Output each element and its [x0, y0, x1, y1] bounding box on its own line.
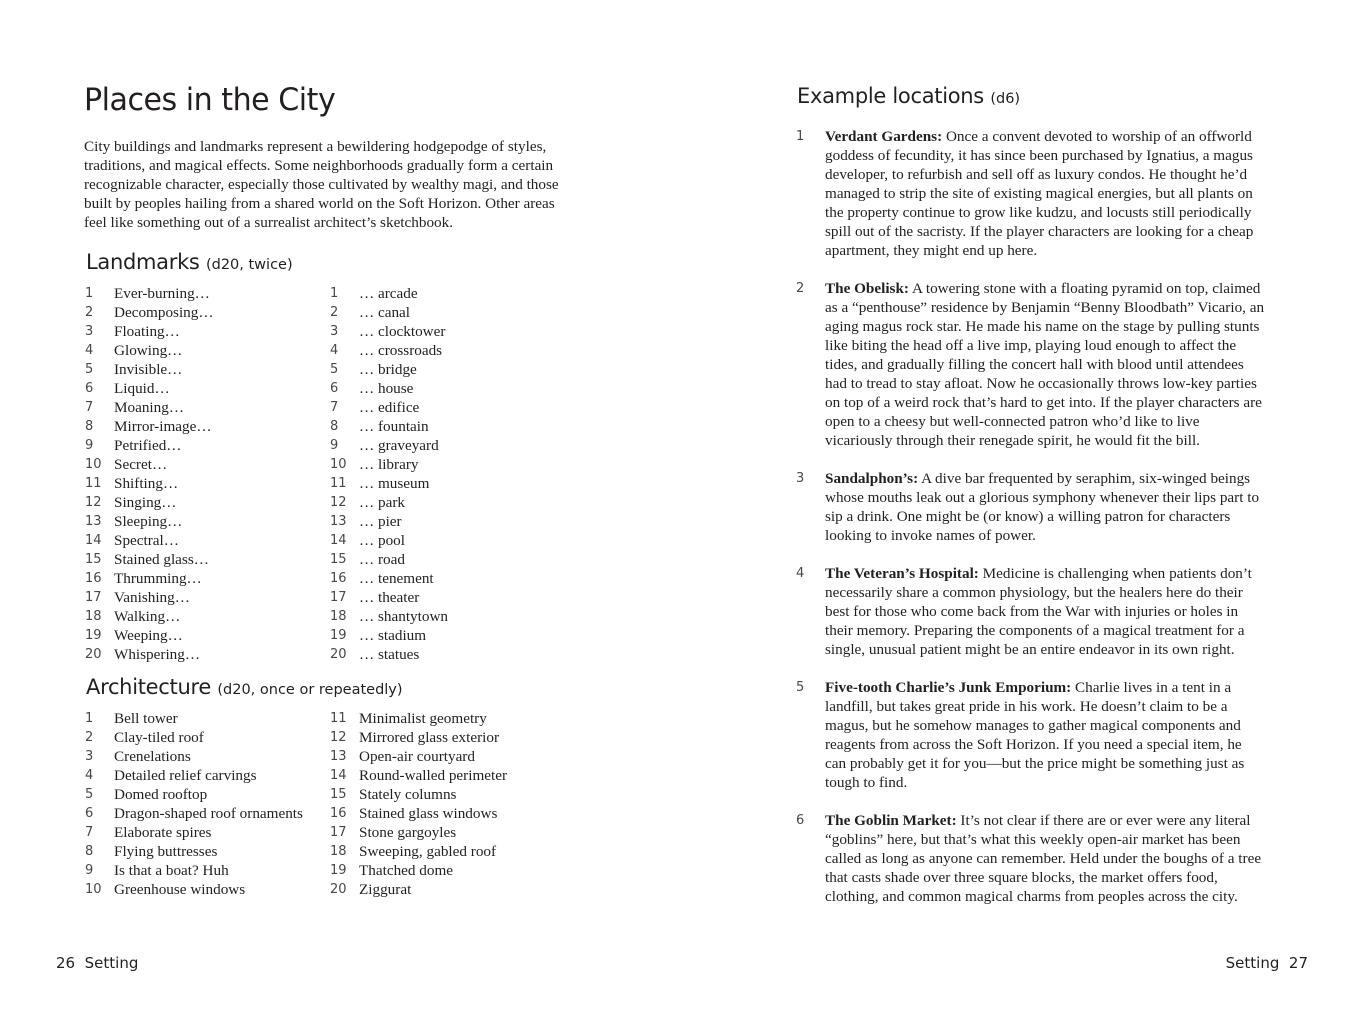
- roll-number: 14: [85, 533, 102, 548]
- roll-result: … shantytown: [359, 608, 449, 625]
- roll-result: … pier: [359, 513, 402, 530]
- roll-number: 5: [85, 362, 94, 377]
- roll-number: 17: [330, 825, 347, 840]
- roll-number: 16: [85, 571, 102, 586]
- roll-result: Dragon-shaped roof ornaments: [114, 805, 303, 822]
- roll-result: Floating…: [114, 323, 180, 340]
- roll-number: 4: [85, 768, 94, 783]
- roll-number: 8: [85, 419, 94, 434]
- roll-number: 15: [330, 787, 347, 802]
- roll-number: 19: [85, 628, 102, 643]
- roll-number: 1: [330, 286, 339, 301]
- roll-number: 2: [330, 305, 339, 320]
- roll-result: … library: [359, 456, 419, 473]
- roll-result: Ziggurat: [359, 881, 412, 898]
- roll-result: … canal: [359, 304, 411, 321]
- roll-result: Decomposing…: [114, 304, 214, 321]
- roll-number: 9: [85, 863, 94, 878]
- roll-number: 7: [330, 400, 339, 415]
- roll-number: 13: [85, 514, 102, 529]
- roll-number: 6: [330, 381, 339, 396]
- roll-result: … pool: [359, 532, 405, 549]
- page-title: Places in the City: [84, 82, 336, 118]
- roll-number: 10: [85, 457, 102, 472]
- roll-number: 16: [330, 806, 347, 821]
- example-locations-heading-sub: (d6): [990, 91, 1021, 107]
- roll-number: 20: [85, 647, 102, 662]
- roll-result: … theater: [359, 589, 420, 606]
- roll-result: … edifice: [359, 399, 420, 416]
- location-entry: [796, 678, 1266, 792]
- roll-number: 8: [85, 844, 94, 859]
- roll-number: 7: [85, 400, 94, 415]
- roll-number: 18: [330, 609, 347, 624]
- location-description: A towering stone with a floating pyramid on top, claimed as a “penthouse” residence by Benjamin “Benny Bloodbath” Vicario, an aging magus rock star. He made his name on the stage by pulling stunts like biting the head off a live imp, playing loud enough to affect the tides, and gradually filling the concert hall with blood until attendees had to tread to stay afloat. Now he occasionally throws low-key parties on top of a weird rock that’s hard to get into. If the player characters are open to a cheesy but well-connected patron who’d like to live vicariously through their renegade spirit, he would fit the bill.: [825, 280, 1265, 449]
- roll-number: 18: [85, 609, 102, 624]
- roll-result: Mirrored glass exterior: [359, 729, 500, 746]
- roll-result: Domed rooftop: [114, 786, 208, 803]
- roll-number: 6: [85, 806, 94, 821]
- location-description: Once a convent devoted to worship of an offworld goddess of fecundity, it has since been purchased by Ignatius, a magus developer, to refurbish and sell off as luxury condos. He thought he’d managed to strip the site of existing magical energies, but all plants on the property continue to grow like kudzu, and locusts still periodically spill out of the sacristy. If the player characters are looking for a cheap apartment, they might end up here.: [825, 128, 1254, 259]
- example-locations-heading: Example locations (d6): [797, 84, 1021, 108]
- roll-result: Thrumming…: [114, 570, 202, 587]
- location-entry: [796, 127, 1266, 260]
- roll-number: 14: [330, 768, 347, 783]
- roll-result: … house: [359, 380, 414, 397]
- roll-number: 16: [330, 571, 347, 586]
- roll-number: 17: [85, 590, 102, 605]
- roll-number: 12: [330, 495, 347, 510]
- roll-number: 3: [85, 749, 94, 764]
- roll-result: Stone gargoyles: [359, 824, 457, 841]
- roll-number: 8: [330, 419, 339, 434]
- location-entry: [796, 811, 1266, 906]
- location-name: Verdant Gardens:: [825, 128, 943, 145]
- roll-number: 6: [85, 381, 94, 396]
- roll-number: 10: [330, 457, 347, 472]
- roll-number: 9: [85, 438, 94, 453]
- roll-result: Whispering…: [114, 646, 201, 663]
- roll-number: 11: [330, 711, 347, 726]
- location-number: 6: [796, 813, 805, 828]
- roll-result: Invisible…: [114, 361, 183, 378]
- roll-result: Glowing…: [114, 342, 183, 359]
- roll-result: Walking…: [114, 608, 181, 625]
- roll-number: 12: [85, 495, 102, 510]
- roll-result: Crenelations: [114, 748, 191, 765]
- location-description: Medicine is challenging when patients don’t necessarily share a common physiology, but the healers here do their best for those who come back from the War with injuries or holes in their memory. Preparing the components of a magical treatment for a single, unusual patient might be an entire endeavor in its own right.: [825, 565, 1252, 658]
- roll-number: 13: [330, 514, 347, 529]
- page-number: 26: [56, 954, 76, 972]
- architecture-heading: Architecture (d20, once or repeatedly): [86, 675, 403, 699]
- roll-result: Detailed relief carvings: [114, 767, 257, 784]
- location-description: A dive bar frequented by seraphim, six-winged beings whose mouths leak out a glorious symphony whenever their lips part to sip a drink. One might be (or know) a willing patron for characters looking to invoke names of power.: [825, 470, 1260, 544]
- location-number: 1: [796, 129, 805, 144]
- location-name: Five-tooth Charlie’s Junk Emporium:: [825, 679, 1072, 696]
- roll-number: 1: [85, 286, 94, 301]
- page-number: 27: [1288, 954, 1308, 972]
- roll-number: 9: [330, 438, 339, 453]
- roll-result: … road: [359, 551, 405, 568]
- roll-result: … bridge: [359, 361, 417, 378]
- roll-result: Sleeping…: [114, 513, 183, 530]
- roll-result: … fountain: [359, 418, 429, 435]
- roll-result: … park: [359, 494, 405, 511]
- roll-result: Open-air courtyard: [359, 748, 475, 765]
- location-number: 2: [796, 281, 805, 296]
- roll-number: 14: [330, 533, 347, 548]
- roll-number: 19: [330, 863, 347, 878]
- roll-number: 1: [85, 711, 94, 726]
- roll-number: 3: [330, 324, 339, 339]
- roll-result: … graveyard: [359, 437, 439, 454]
- roll-result: Liquid…: [114, 380, 170, 397]
- roll-result: Stained glass windows: [359, 805, 498, 822]
- roll-number: 11: [85, 476, 102, 491]
- location-entry: [796, 564, 1266, 659]
- roll-result: … tenement: [359, 570, 434, 587]
- roll-number: 19: [330, 628, 347, 643]
- location-description: It’s not clear if there are or ever were any literal “goblins” here, but that’s what this weekly open-air market has been called as long as anyone can remember. Held under the boughs of a tree that casts shade over three square blocks, the market offers food, clothing, and common magical charms from peoples across the city.: [825, 812, 1262, 905]
- roll-number: 3: [85, 324, 94, 339]
- roll-result: Thatched dome: [359, 862, 454, 879]
- roll-number: 2: [85, 730, 94, 745]
- roll-number: 15: [330, 552, 347, 567]
- roll-result: Mirror-image…: [114, 418, 212, 435]
- roll-number: 4: [85, 343, 94, 358]
- roll-result: … statues: [359, 646, 420, 663]
- roll-result: Flying buttresses: [114, 843, 218, 860]
- roll-result: Spectral…: [114, 532, 179, 549]
- landmarks-heading-sub: (d20, twice): [205, 257, 293, 273]
- roll-result: Petrified…: [114, 437, 182, 454]
- roll-result: Greenhouse windows: [114, 881, 246, 898]
- left-page: [0, 0, 682, 1024]
- roll-number: 11: [330, 476, 347, 491]
- roll-result: Shifting…: [114, 475, 179, 492]
- roll-number: 5: [330, 362, 339, 377]
- roll-result: Singing…: [114, 494, 177, 511]
- section-name: Setting: [1225, 954, 1280, 972]
- roll-result: Is that a boat? Huh: [114, 862, 229, 879]
- location-name: The Goblin Market:: [825, 812, 957, 829]
- roll-result: Bell tower: [114, 710, 178, 727]
- landmarks-heading: Landmarks (d20, twice): [86, 250, 293, 274]
- roll-number: 2: [85, 305, 94, 320]
- roll-result: … stadium: [359, 627, 427, 644]
- roll-number: 15: [85, 552, 102, 567]
- roll-number: 17: [330, 590, 347, 605]
- roll-result: … arcade: [359, 285, 418, 302]
- page-folio-right: [1226, 954, 1308, 972]
- location-description: Charlie lives in a tent in a landfill, but takes great pride in his work. He doesn’t claim to be a magus, but he somehow manages to gather magical components and reagents from across the Soft Horizon. If you need a special item, he can probably get it for you—but the price might be something just as tough to find.: [825, 679, 1245, 791]
- location-number: 3: [796, 471, 805, 486]
- location-entry: [796, 469, 1266, 545]
- architecture-heading-sub: (d20, once or repeatedly): [217, 682, 403, 698]
- roll-number: 10: [85, 882, 102, 897]
- location-number: 4: [796, 566, 805, 581]
- roll-result: Weeping…: [114, 627, 183, 644]
- page-folio-left: [56, 954, 138, 972]
- roll-result: Stained glass…: [114, 551, 209, 568]
- location-number: 5: [796, 680, 805, 695]
- locations-list: [796, 127, 1266, 925]
- roll-result: Stately columns: [359, 786, 457, 803]
- roll-result: Round-walled perimeter: [359, 767, 508, 784]
- roll-result: Vanishing…: [114, 589, 190, 606]
- roll-number: 5: [85, 787, 94, 802]
- roll-number: 13: [330, 749, 347, 764]
- roll-result: … museum: [359, 475, 430, 492]
- roll-result: Clay-tiled roof: [114, 729, 204, 746]
- roll-result: Secret…: [114, 456, 168, 473]
- roll-number: 20: [330, 647, 347, 662]
- roll-result: … clocktower: [359, 323, 446, 340]
- roll-result: Elaborate spires: [114, 824, 212, 841]
- location-name: Sandalphon’s:: [825, 470, 919, 487]
- roll-result: Moaning…: [114, 399, 185, 416]
- roll-result: … crossroads: [359, 342, 443, 359]
- right-page: [683, 0, 1365, 1024]
- location-entry: [796, 279, 1266, 450]
- location-name: The Veteran’s Hospital:: [825, 565, 979, 582]
- roll-number: 18: [330, 844, 347, 859]
- section-name: Setting: [84, 954, 139, 972]
- roll-number: 12: [330, 730, 347, 745]
- roll-number: 20: [330, 882, 347, 897]
- roll-number: 4: [330, 343, 339, 358]
- location-name: The Obelisk:: [825, 280, 909, 297]
- roll-result: Sweeping, gabled roof: [359, 843, 497, 860]
- roll-result: Ever-burning…: [114, 285, 210, 302]
- roll-number: 7: [85, 825, 94, 840]
- roll-result: Minimalist geometry: [359, 710, 487, 727]
- intro-paragraph: City buildings and landmarks represent a bewildering hodgepodge of styles, traditions, and magical effects. Some neighborhoods gradually form a certain recognizable character, especially those cultivated by wealthy magi, and those built by peoples hailing from a shared world on the Soft Horizon. Other areas feel like something out of a surrealist architect’s sketchbook.: [84, 138, 559, 231]
